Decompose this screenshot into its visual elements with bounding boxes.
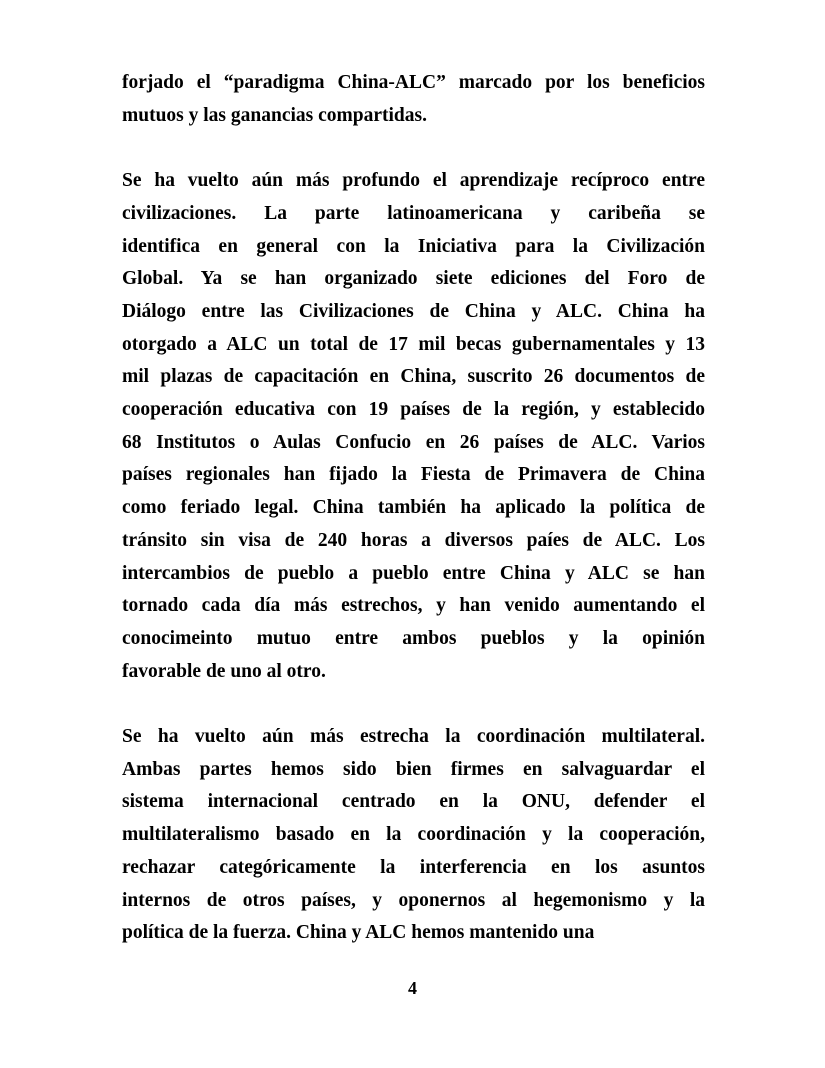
text-line: 68 Institutos o Aulas Confucio en 26 países de ALC. Varios — [122, 431, 705, 453]
text-line: política de la fuerza. China y ALC hemos mantenido una — [122, 922, 595, 944]
text-line: mil plazas de capacitación en China, suscrito 26 documentos de — [122, 366, 705, 388]
paragraph — [122, 67, 705, 132]
text-line: identifica en general con la Iniciativa para la Civilización — [122, 235, 705, 257]
text-line: cooperación educativa con 19 países de la región, y establecido — [122, 399, 705, 421]
text-line: forjado el “paradigma China-ALC” marcado por los beneficios — [122, 72, 705, 93]
text-line: favorable de uno al otro. — [122, 660, 326, 682]
text-line: internos de otros países, y oponernos al hegemonismo y la — [122, 889, 705, 911]
document-body — [122, 67, 705, 950]
text-line: otorgado a ALC un total de 17 mil becas gubernamentales y 13 — [122, 333, 705, 355]
page-footer — [0, 978, 825, 999]
text-line: civilizaciones. La parte latinoamericana y caribeña se — [122, 202, 705, 224]
text-line: Global. Ya se han organizado siete ediciones del Foro de — [122, 268, 705, 290]
text-line: mutuos y las ganancias compartidas. — [122, 104, 427, 126]
text-line: como feriado legal. China también ha aplicado la política de — [122, 497, 705, 519]
text-line: Se ha vuelto aún más estrecha la coordinación multilateral. — [122, 726, 705, 748]
paragraph — [122, 721, 705, 950]
text-line: sistema internacional centrado en la ONU, defender el — [122, 791, 705, 813]
text-line: intercambios de pueblo a pueblo entre China y ALC se han — [122, 562, 705, 584]
page-number: 4 — [408, 978, 417, 998]
text-line: Ambas partes hemos sido bien firmes en salvaguardar el — [122, 758, 705, 780]
text-line: rechazar categóricamente la interferencia en los asuntos — [122, 856, 705, 878]
text-line: Se ha vuelto aún más profundo el aprendizaje recíproco entre — [122, 170, 705, 192]
text-line: conocimeinto mutuo entre ambos pueblos y la opinión — [122, 627, 705, 649]
text-line: multilateralismo basado en la coordinación y la cooperación, — [122, 824, 705, 846]
text-line: tránsito sin visa de 240 horas a diversos paíes de ALC. Los — [122, 529, 705, 551]
paragraph — [122, 165, 705, 688]
text-line: Diálogo entre las Civilizaciones de China y ALC. China ha — [122, 300, 705, 322]
text-line: tornado cada día más estrechos, y han venido aumentando el — [122, 595, 705, 617]
text-line: países regionales han fijado la Fiesta de Primavera de China — [122, 464, 705, 486]
